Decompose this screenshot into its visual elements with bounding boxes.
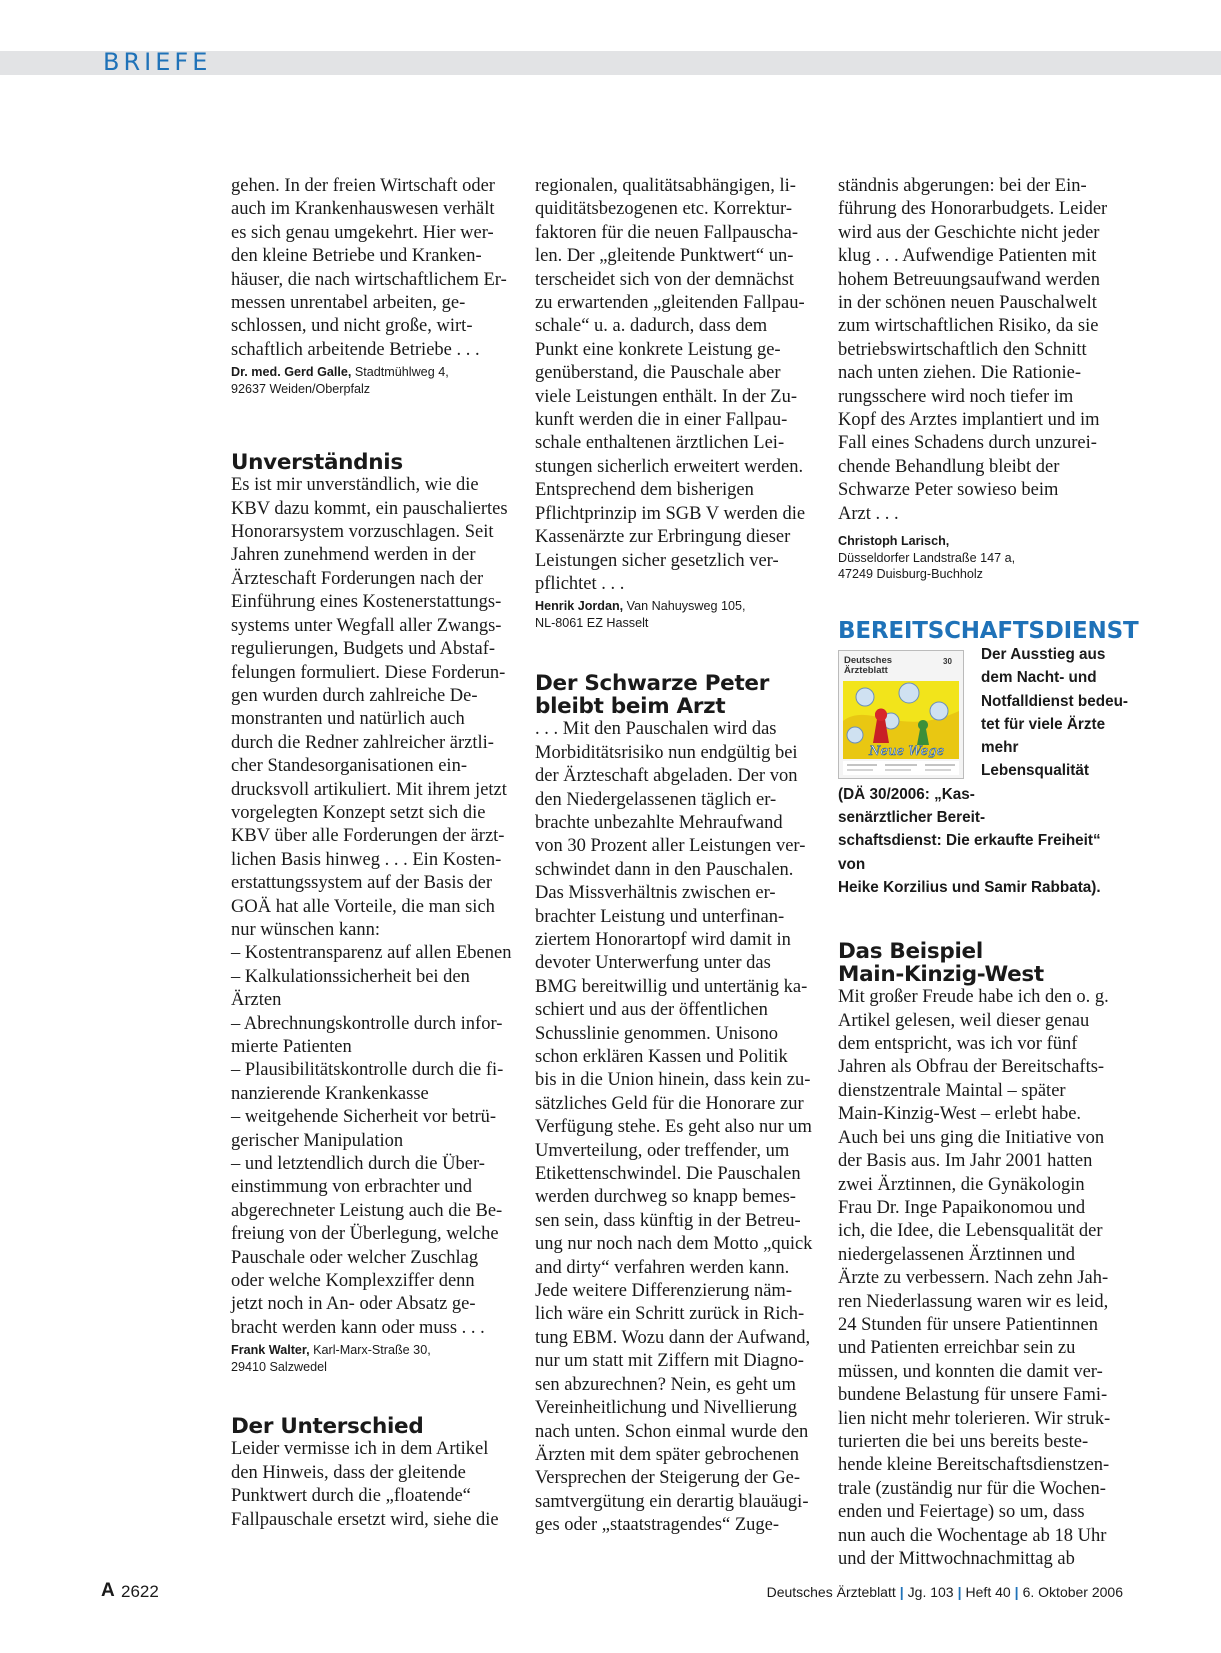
cover-issue: 30: [943, 657, 952, 666]
letter-text: Es ist mir unverständlich, wie die KBV dazu kommt, ein pauschaliertes Honorarsystem vorzuschlagen. Seit Jahren zunehmend werden in der Ärzteschaft Forderungen nach der Einführung eines Kostenerstattungs- systems unter Wegfall aller Zwangs- regulierungen, Budgets und Abstaf- felungen formuliert. Diese Forderun- gen wurden durch zahlreiche De- monstranten und natürlich auch durch die Redner zahlreicher ärztli- cher Standesorganisationen ein- drucksvoll artikuliert. Mit ihrem jetzt vorgelegten Konzept setzt sich die KBV über alle Forderungen der ärzt- lichen Basis hinweg . . . Ein Kosten- erstattungssystem auf der Basis der GOÄ hat alle Vorteile, die man sich nur wünschen kann: – Kostentransparenz auf allen Ebenen – Kalkulationssicherheit bei den Ärzten – Abrechnungskontrolle durch infor- mierte Patienten – Plausibilitätskontrolle durch die fi- nanzierende Krankenkasse – weitgehende Sicherheit vor betrü- gerischer Manipulation – und letztendlich durch die Über- einstimmung von erbrachter und abgerechneter Leistung auch die Be- freiung von der Überlegung, welche Pauschale oder welcher Zuschlag oder welche Komplexziffer denn jetzt noch in An- oder Absatz ge- bracht werden kann oder muss . . .: [231, 475, 512, 1338]
box-title: BEREITSCHAFTSDIENST: [838, 617, 1139, 644]
section-title: BRIEFE: [103, 48, 212, 76]
magazine-cover-image: [838, 650, 964, 779]
cover-illustration: [839, 651, 963, 778]
author-address: Van Nahuysweg 105, NL-8061 EZ Hasselt: [535, 599, 746, 630]
journal-volume: Jg. 103: [907, 1584, 954, 1600]
letter-author: [535, 598, 825, 631]
letter-headline: Der Schwarze Peter bleibt beim Arzt: [535, 671, 770, 720]
journal-issue: Heft 40: [965, 1584, 1011, 1600]
column-3: [838, 175, 1139, 1571]
separator: |: [1014, 1584, 1019, 1600]
letter-text: Leider vermisse ich in dem Artikel den Hinweis, dass der gleitende Punktwert durch die „floatende“ Fallpauschale ersetzt wird, siehe die: [231, 1439, 499, 1530]
letter-author: [231, 1342, 521, 1375]
letter-headline: Unverständnis: [231, 450, 403, 476]
reference-box: [838, 617, 1139, 900]
letter-text: regionalen, qualitätsabhängigen, li- quiditätsbezogenen etc. Korrektur- faktoren für die neuen Fallpauscha- len. Der „gleitende Punktwert“ un- terscheidet sich von der demnächst zu erwartenden „gleitenden Fallpau- schale“ u. a. dadurch, dass dem Punkt eine konkrete Leistung ge- genüberstand, die Pauschale aber viele Leistungen enthält. In der Zu- kunft werden die in einer Fallpau- schale enthaltenen ärztlichen Lei- stungen sicherlich erweitert werden. Entsprechend dem bisherigen Pflichtprinzip im SGB V werden die Kassenärzte zur Erbringung dieser Leistungen sicher gesetzlich ver- pflichtet . . .: [535, 176, 806, 594]
journal-name: Deutsches Ärzteblatt: [766, 1584, 896, 1600]
cover-masthead: Deutsches Ärzteblatt: [844, 655, 893, 676]
letter-author: [838, 533, 1130, 583]
letter-text: Mit großer Freude habe ich den o. g. Artikel gelesen, weil dieser genau dem entspricht, was ich vor fünf Jahren als Obfrau der Bereitschafts- dienstzentrale Maintal – später Main-Kinzig-West – erlebt habe. Auch bei uns ging die Initiative von der Basis aus. Im Jahr 2001 hatten zwei Ärztinnen, die Gynäkologin Frau Dr. Inge Papaikonomou und ich, die Idee, die Lebensqualität der niedergelassenen Ärztinnen und Ärzte zu verbessern. Nach zehn Jah- ren Niederlassung waren wir es leid, 24 Stunden für unsere Patientinnen und Patienten erreichbar sein zu müssen, und konnten die damit ver- bundene Belastung für unsere Fami- lien nicht mehr tolerieren. Wir struk- turierten die bei uns bereits beste- hende kleine Bereitschaftsdienstzen- trale (zuständig nur für die Wochen- enden und Feiertage) so um, dass nun auch die Wochentage ab 18 Uhr und der Mittwochnachmittag ab: [838, 987, 1111, 1570]
author-address: Karl-Marx-Straße 30, 29410 Salzwedel: [231, 1343, 431, 1374]
page-number: 2622: [121, 1582, 159, 1601]
separator: |: [899, 1584, 904, 1600]
letter-text: . . . Mit den Pauschalen wird das Morbiditätsrisiko nun endgültig bei der Ärzteschaft abgeladen. Der von den Niedergelassenen täglich er- brachte unbezahlte Mehraufwand von 30 Prozent aller Leistungen ver- schwindet dann in den Pauschalen. Das Missverhältnis zwischen er- brachter Leistung und unterfinan- ziertem Honorartopf wird damit in devoter Unterwerfung unter das BMG bereitwillig und untertänig ka- schiert und aus der öffentlichen Schusslinie genommen. Unisono schon erklären Kassen und Politik bis in die Union hinein, dass kein zu- sätzliches Geld für die Honorare zur Verfügung stehe. Es geht also nur um Umverteilung, oder treffender, um Etikettenschwindel. Die Pauschalen werden durchweg so knapp bemes- sen sein, dass künftig in der Betreu- ung nur noch nach dem Motto „quick and dirty“ verfahren werden kann. Jede weitere Differenzierung näm- lich wäre ein Schritt zurück in Rich- tung EBM. Wozu dann der Aufwand, nur um statt mit Ziffern mit Diagno- sen abzurechnen? Nein, es geht um Vereinheitlichung und Nivellierung nach unten. Schon einmal wurde den Ärzten mit dem später gebrochenen Versprechen der Steigerung der Ge- samtvergütung ein derartig blauäugi- ges oder „staatstragendes“ Zuge-: [535, 719, 813, 1536]
column-1: [231, 175, 521, 1532]
author-address: Düsseldorfer Landstraße 147 a, 47249 Duisburg-Buchholz: [838, 550, 1016, 582]
letter-headline: Das Beispiel Main-Kinzig-West: [838, 939, 1044, 988]
letter-text: ständnis abgerungen: bei der Ein- führung des Honorarbudgets. Leider wird aus der Geschichte nicht jeder klug . . . Aufwendige Patienten mit hohem Betreuungsaufwand werden in der schönen neuen Pauschalwelt zum wirtschaftlichen Risiko, da sie betriebswirtschaftlich den Schnitt nach unten ziehen. Die Rationie- rungsschere wird noch tiefer im Kopf des Arztes implantiert und im Fall eines Schadens durch unzurei- chende Behandlung bleibt der Schwarze Peter sowieso beim Arzt . . .: [838, 176, 1108, 524]
author-address: Stadtmühlweg 4, 92637 Weiden/Oberpfalz: [231, 365, 449, 396]
journal-date: 6. Oktober 2006: [1022, 1584, 1123, 1600]
journal-footer: [767, 1584, 1123, 1600]
letter-author: [231, 364, 521, 397]
letter-text: gehen. In der freien Wirtschaft oder auch im Krankenhauswesen verhält es sich genau umgekehrt. Hier wer- den kleine Betriebe und Kranken- häuser, die nach wirtschaftlichem Er- messen unrentabel arbeiten, ge- schlossen, und nicht große, wirt- schaftlich arbeitende Betriebe . . .: [231, 176, 507, 360]
separator: |: [957, 1584, 962, 1600]
author-name: Christoph Larisch,: [838, 534, 950, 549]
author-name: Dr. med. Gerd Galle,: [231, 365, 352, 380]
box-text: Der Ausstieg aus dem Nacht- und Notfalldienst bedeu- tet für viele Ärzte mehr Lebensqualität (DÄ 30/2006: „Kas- senärztlicher Bereit- schaftsdienst: Die erkaufte Freiheit“ von Heike Korzilius und Samir Rabbata).: [838, 646, 1129, 896]
column-2: [535, 175, 825, 1538]
author-name: Henrik Jordan,: [535, 599, 624, 614]
letter-headline: Der Unterschied: [231, 1414, 424, 1440]
page-prefix: A: [101, 1580, 115, 1601]
cover-title: Neue Wege: [869, 744, 945, 759]
author-name: Frank Walter,: [231, 1343, 310, 1358]
